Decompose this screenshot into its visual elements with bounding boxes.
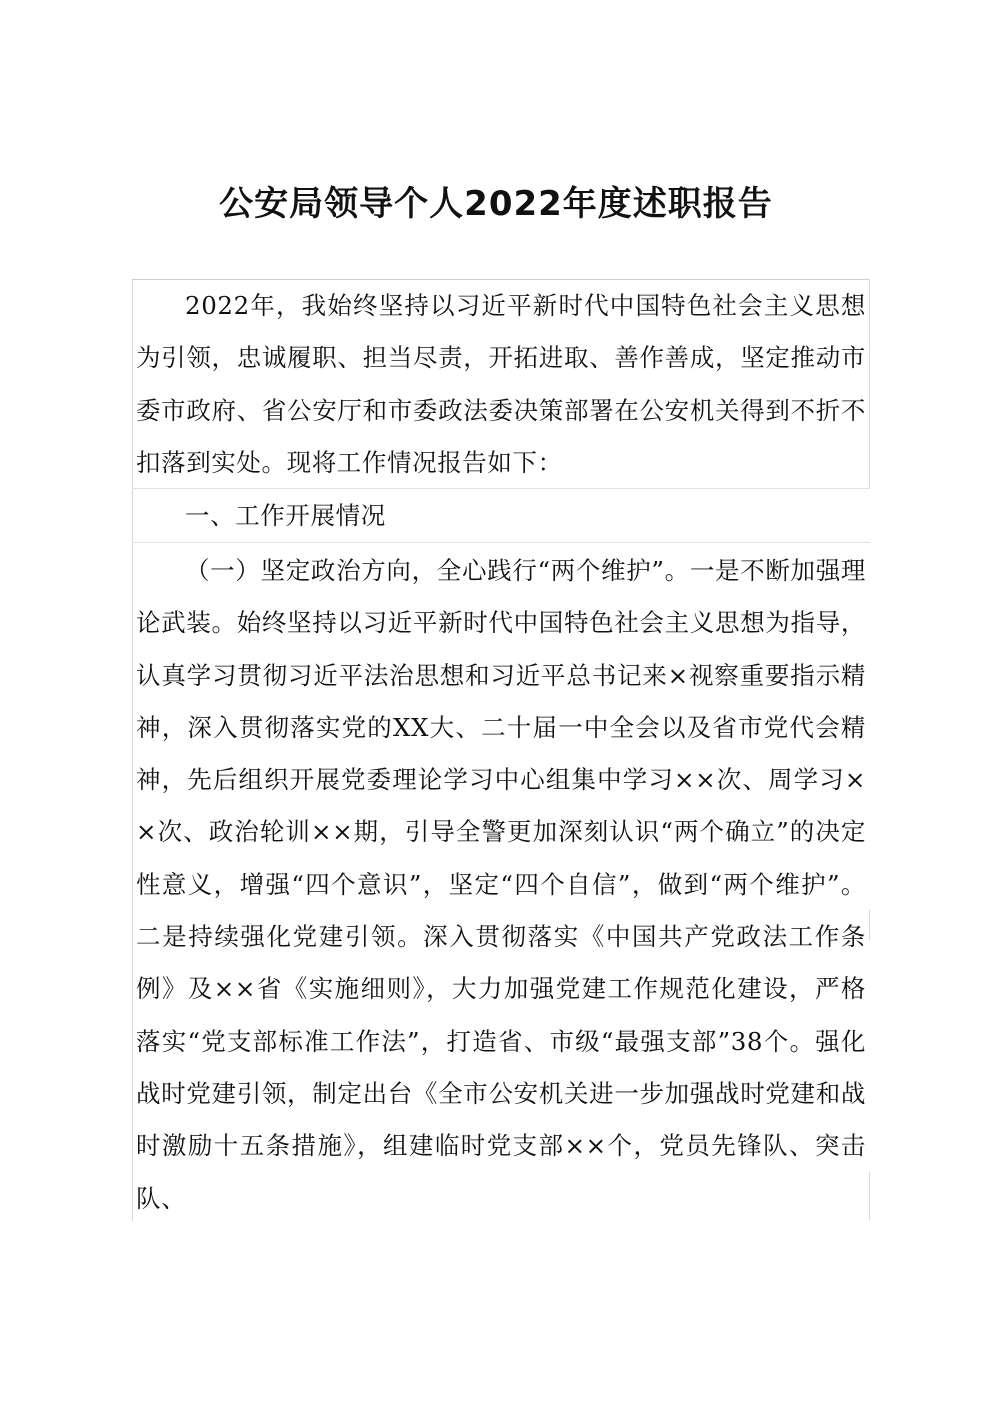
document-title: 公安局领导个人2022年度述职报告 [219,184,773,224]
frame-edge [869,1172,870,1220]
body-paragraph: （一）坚定政治方向，全心践行“两个维护”。一是不断加强理论武装。始终坚持以习近平新时代中国特色社会主义思想为指导，认真学习贯彻习近平法治思想和习近平总书记来×视察重要指示精神，深入贯彻落实党的XX大、二十届一中全会以及省市党代会精神，先后组织开展党委理论学习中心组集中学习××次、周学习××次、政治轮训××期，引导全警更加深刻认识“两个确立”的决定性意义，增强“四个意识”，坚定“四个自信”，做到“两个维护”。二是持续强化党建引领。深入贯彻落实《中国共产党政法工作条例》及××省《实施细则》，大力加强党建工作规范化建设，严格落实“党支部标准工作法”，打造省、市级“最强支部”38个。强化战时党建引领，制定出台《全市公安机关进一步加强战时党建和战时激励十五条措施》，组建临时党支部××个，党员先锋队、突击队、 [136,556,866,1213]
intro-paragraph: 2022年，我始终坚持以习近平新时代中国特色社会主义思想为引领，忠诚履职、担当尽责，开拓进取、善作善成，坚定推动市委市政府、省公安厅和市委政法委决策部署在公安机关得到不折不扣落到实处。现将工作情况报告如下： [136,291,866,477]
frame-edge [869,279,870,488]
section-heading: 一、工作开展情况 [185,501,386,530]
frame-edge [869,910,870,940]
